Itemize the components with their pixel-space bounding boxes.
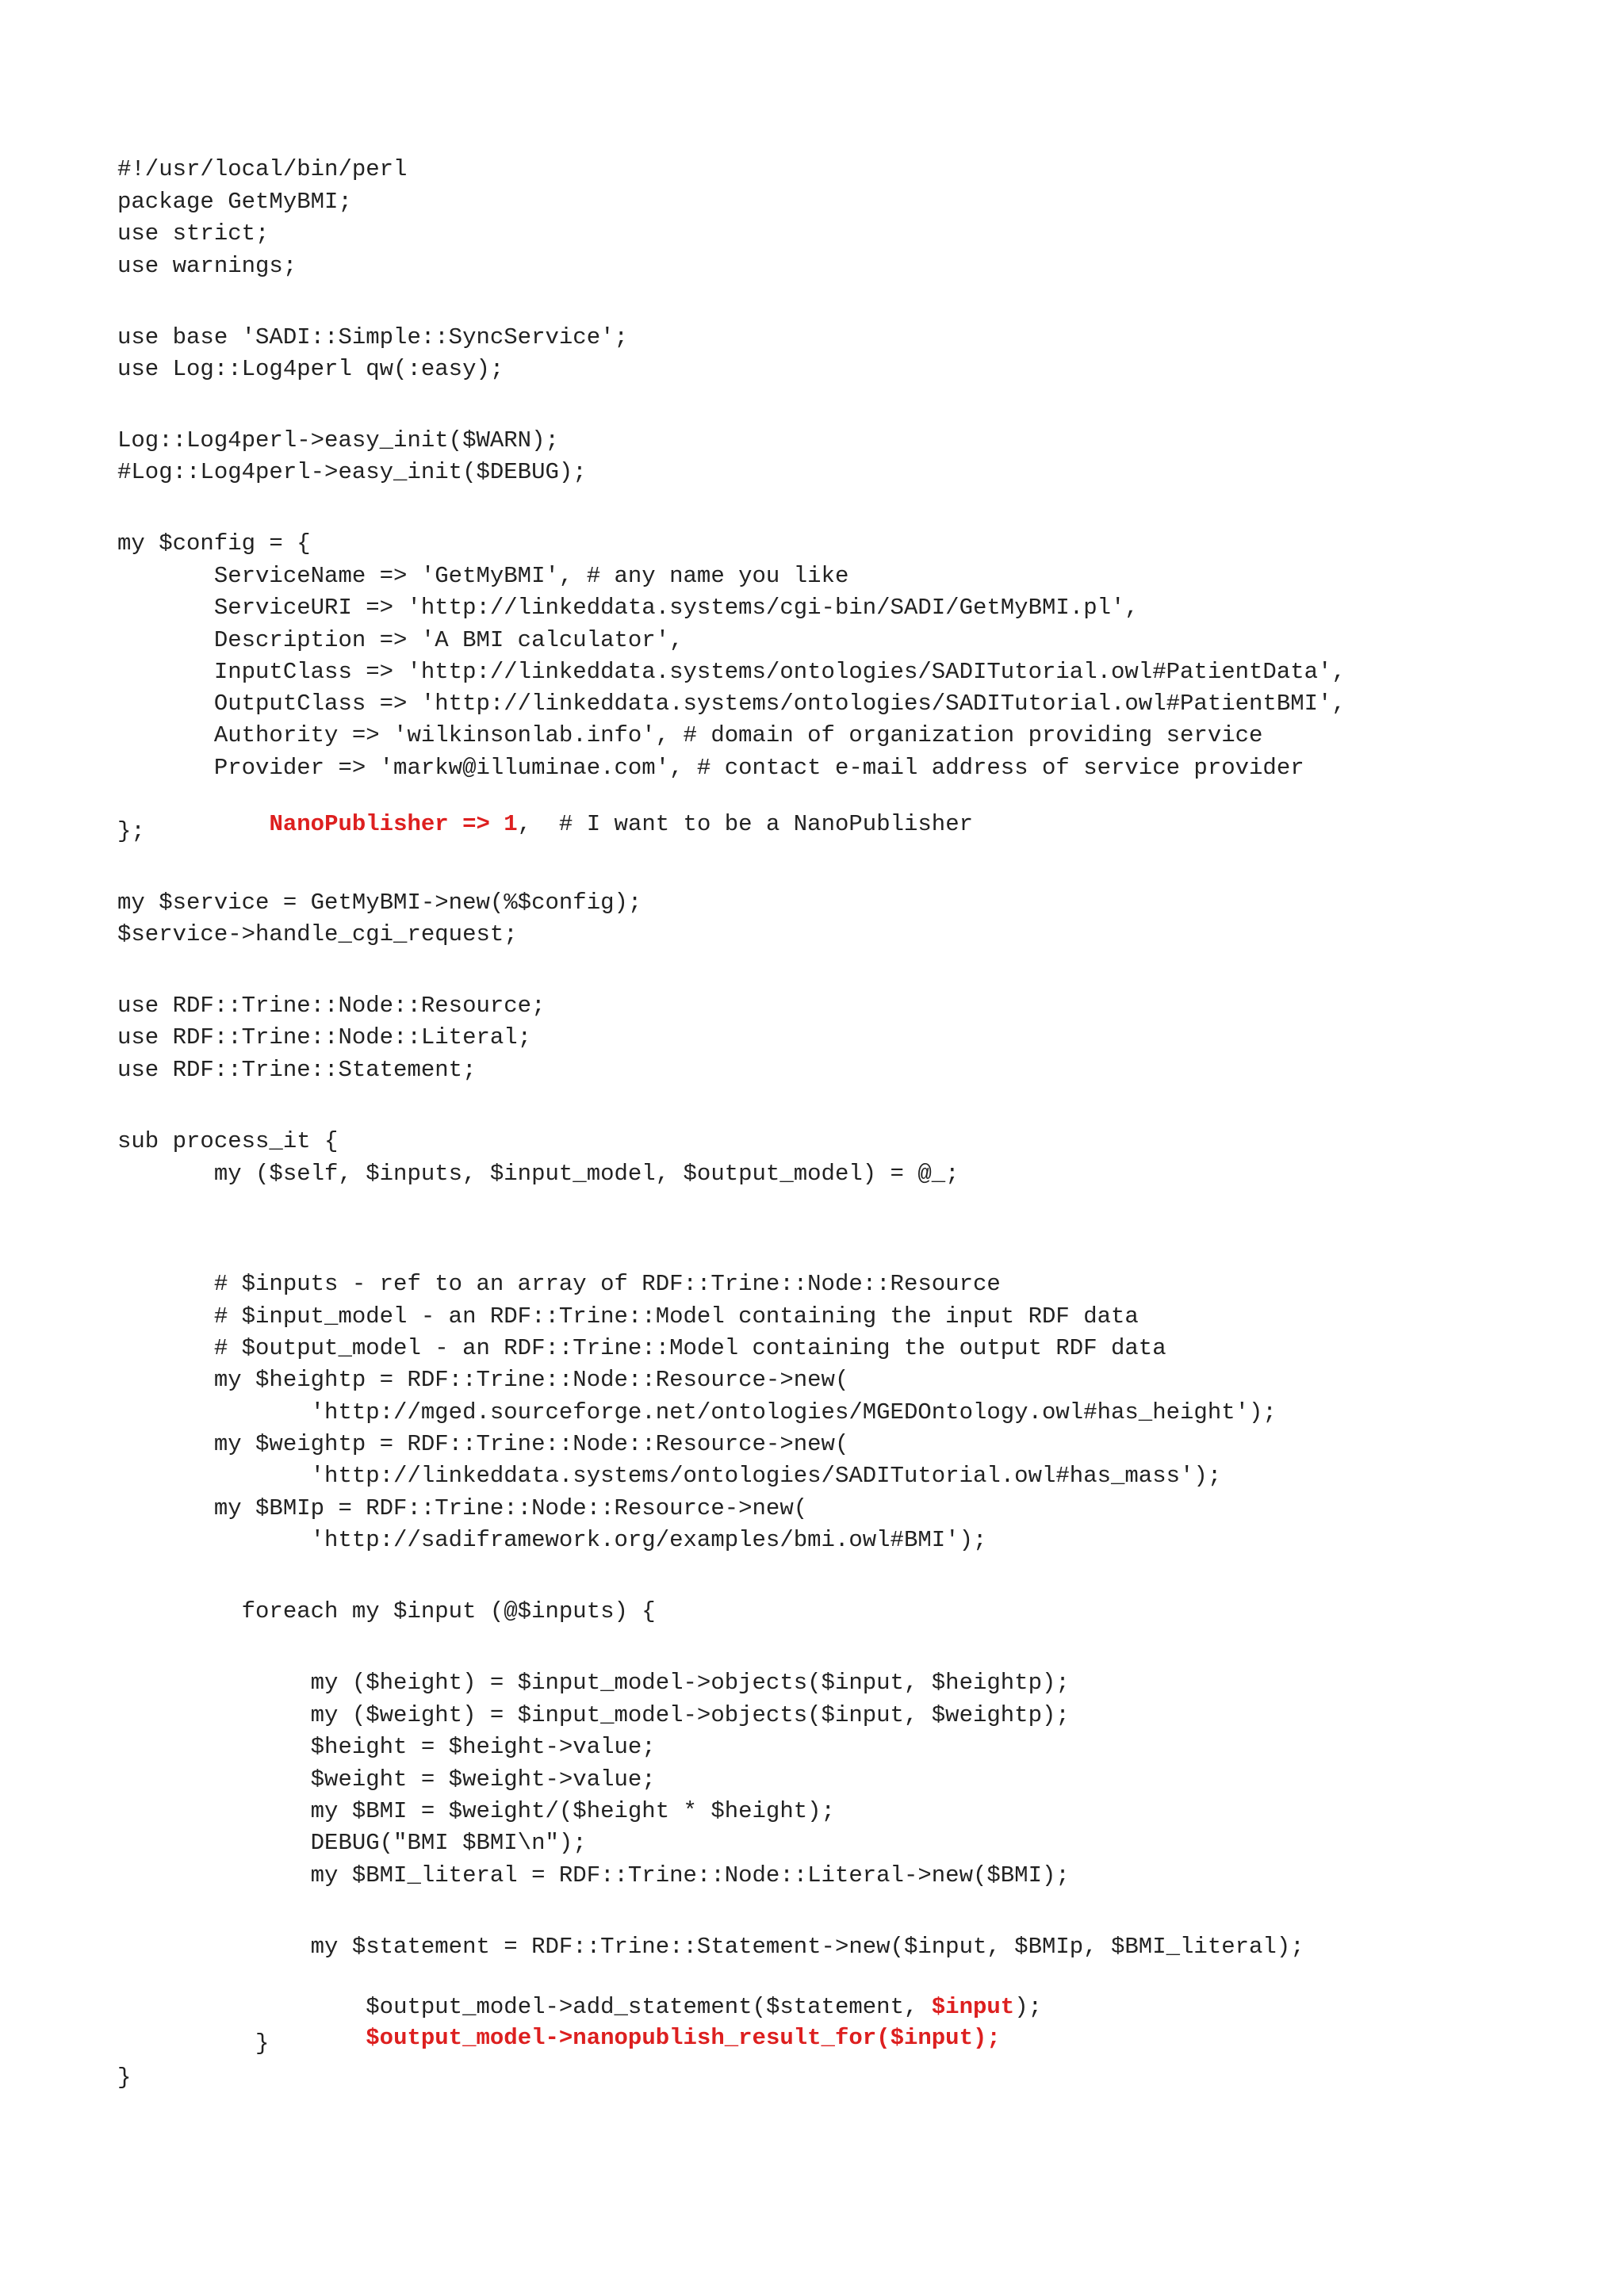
code-line: ServiceName => 'GetMyBMI', # any name you like xyxy=(117,563,849,589)
code-line: DEBUG("BMI $BMI\n"); xyxy=(117,1830,587,1856)
code-line: 'http://sadiframework.org/examples/bmi.owl#BMI'); xyxy=(117,1527,987,1553)
code-line: $height = $height->value; xyxy=(117,1734,656,1760)
code-line: #Log::Log4perl->easy_init($DEBUG); xyxy=(117,459,587,485)
code-line: my ($self, $inputs, $input_model, $output_model) = @_; xyxy=(117,1161,959,1187)
highlighted-code-segment: $output_model->nanopublish_result_for($input); xyxy=(366,2025,1001,2051)
code-line: 'http://linkeddata.systems/ontologies/SADITutorial.owl#has_mass'); xyxy=(117,1463,1222,1489)
code-line: my $heightp = RDF::Trine::Node::Resource->new( xyxy=(117,1367,849,1393)
code-line: use RDF::Trine::Node::Literal; xyxy=(117,1024,532,1050)
code-line: $weight = $weight->value; xyxy=(117,1766,656,1793)
code-line: use warnings; xyxy=(117,253,297,279)
code-line: package GetMyBMI; xyxy=(117,189,352,215)
code-line: my $BMI_literal = RDF::Trine::Node::Literal->new($BMI); xyxy=(117,1862,1070,1888)
code-line: my $BMI = $weight/($height * $height); xyxy=(117,1798,835,1824)
highlighted-code-segment: $input xyxy=(931,1994,1015,2020)
code-line: use Log::Log4perl qw(:easy); xyxy=(117,356,504,382)
code-line: } xyxy=(117,2030,270,2057)
code-line-highlighted xyxy=(117,782,974,837)
code-line-highlighted xyxy=(117,1965,1043,2020)
code-line: Authority => 'wilkinsonlab.info', # domain of organization providing service xyxy=(117,722,1263,748)
code-segment xyxy=(173,811,270,837)
code-line: $service->handle_cgi_request; xyxy=(117,921,518,947)
code-segment: $output_model->add_statement($statement, xyxy=(172,1994,932,2020)
code-line: Log::Log4perl->easy_init($WARN); xyxy=(117,427,559,453)
code-line: } xyxy=(117,2064,132,2091)
code-line-highlighted xyxy=(117,1996,1001,2051)
code-line: my ($weight) = $input_model->objects($input, $weightp); xyxy=(117,1702,1070,1728)
code-line: my $config = { xyxy=(117,530,311,557)
code-line: #!/usr/local/bin/perl xyxy=(117,156,408,182)
code-line: sub process_it { xyxy=(117,1128,339,1154)
code-line: my ($height) = $input_model->objects($input, $heightp); xyxy=(117,1670,1070,1696)
code-line: use RDF::Trine::Node::Resource; xyxy=(117,993,546,1019)
code-line: my $weightp = RDF::Trine::Node::Resource->new( xyxy=(117,1431,849,1457)
code-line: Description => 'A BMI calculator', xyxy=(117,627,684,653)
code-line: # $input_model - an RDF::Trine::Model containing the input RDF data xyxy=(117,1303,1139,1330)
code-line: use base 'SADI::Simple::SyncService'; xyxy=(117,324,628,350)
code-line: OutputClass => 'http://linkeddata.systems/ontologies/SADITutorial.owl#PatientBMI', xyxy=(117,691,1346,717)
code-line: my $statement = RDF::Trine::Statement->new($input, $BMIp, $BMI_literal); xyxy=(117,1934,1304,1960)
code-line: use RDF::Trine::Statement; xyxy=(117,1057,477,1083)
code-line: Provider => 'markw@illuminae.com', # contact e-mail address of service provider xyxy=(117,755,1304,781)
code-segment: ); xyxy=(1014,1994,1043,2020)
code-line: 'http://mged.sourceforge.net/ontologies/MGEDOntology.owl#has_height'); xyxy=(117,1399,1277,1425)
code-line: use strict; xyxy=(117,220,270,247)
code-line: # $output_model - an RDF::Trine::Model containing the output RDF data xyxy=(117,1335,1166,1361)
code-line: # $inputs - ref to an array of RDF::Trine::Node::Resource xyxy=(117,1271,1001,1297)
code-segment: , # I want to be a NanoPublisher xyxy=(517,811,974,837)
code-line: foreach my $input (@$inputs) { xyxy=(117,1598,656,1624)
code-line: }; xyxy=(117,818,145,844)
code-line: InputClass => 'http://linkeddata.systems/ontologies/SADITutorial.owl#PatientData', xyxy=(117,659,1346,685)
code-line: my $service = GetMyBMI->new(%$config); xyxy=(117,890,642,916)
code-line: ServiceURI => 'http://linkeddata.systems/cgi-bin/SADI/GetMyBMI.pl', xyxy=(117,595,1139,621)
code-line: my $BMIp = RDF::Trine::Node::Resource->new( xyxy=(117,1495,808,1521)
highlighted-code-segment: NanoPublisher => 1 xyxy=(269,811,518,837)
